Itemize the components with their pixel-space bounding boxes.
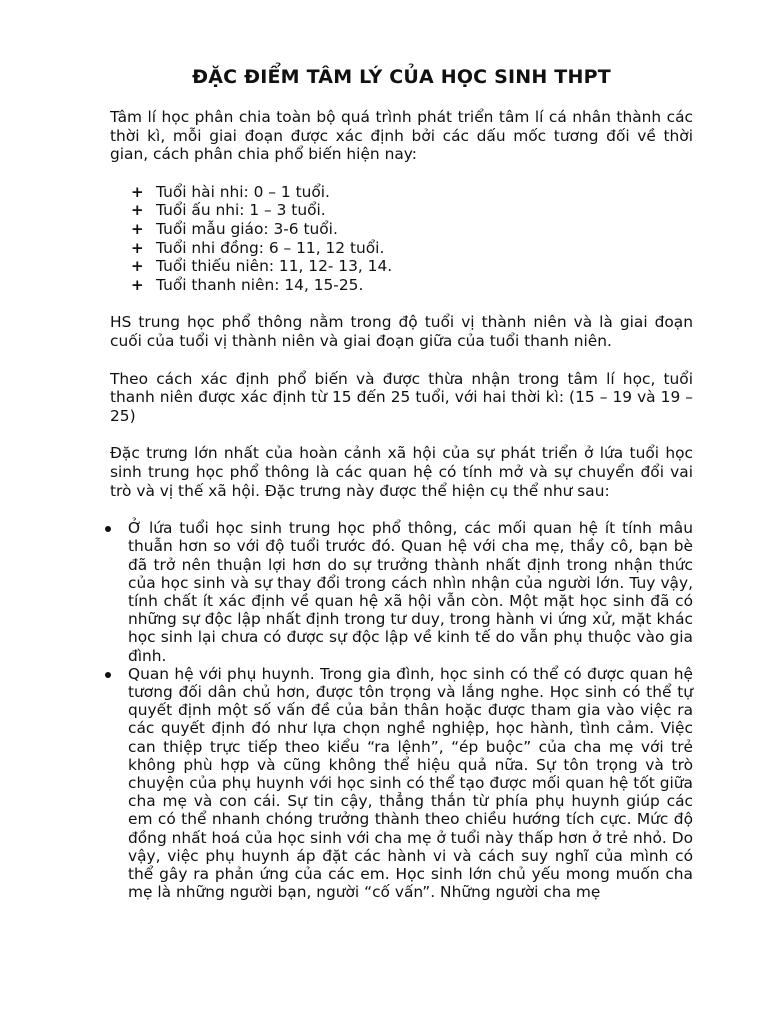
intro-paragraph: Tâm lí học phân chia toàn bộ quá trình phát triển tâm lí cá nhân thành các thời kì, mỗi giai đoạn được xác định bởi các dấu mốc tương đối về thời gian, cách phân chia phổ biến hiện nay: xyxy=(110,108,693,164)
age-period-list xyxy=(110,183,693,295)
document-page xyxy=(110,66,693,901)
list-item: + Tuổi hài nhi: 0 – 1 tuổi. xyxy=(131,182,330,201)
paragraph-social-context: Đặc trưng lớn nhất của hoàn cảnh xã hội của sự phát triển ở lứa tuổi học sinh trung học phổ thông là các quan hệ có tính mở và sự chuyển đổi vai trò và vị thế xã hội. Đặc trưng này được thể hiện cụ thể như sau: xyxy=(110,444,693,500)
list-item: + Tuổi ấu nhi: 1 – 3 tuổi. xyxy=(131,201,326,220)
paragraph-youth-definition: Theo cách xác định phổ biến và được thừa nhận trong tâm lí học, tuổi thanh niên được xác định từ 15 đến 25 tuổi, với hai thời kì: (15 – 19 và 19 – 25) xyxy=(110,369,693,425)
bullet-icon xyxy=(105,526,111,532)
bullet-item: Ở lứa tuổi học sinh trung học phổ thông, các mối quan hệ ít tính mâu thuẫn hơn so với độ tuổi trước đó. Quan hệ với cha mẹ, thầy cô, bạn bè đã trở nên thuận lợi hơn do sự trưởng thành nhất định trong nhận thức của học sinh và sự thay đổi trong cách nhìn nhận của người lớn. Tuy vậy, tính chất ít xác định về quan hệ xã hội vẫn còn. Một mặt học sinh đã có những sự độc lập nhất định trong tư duy, trong hành vi ứng xử, mặt khác học sinh lại chưa có được sự độc lập về kinh tế do vẫn phụ thuộc vào gia đình. xyxy=(110,519,693,665)
bullet-item: Quan hệ với phụ huynh. Trong gia đình, học sinh có thể có được quan hệ tương đối dân chủ hơn, được tôn trọng và lắng nghe. Học sinh có thể tự quyết định một số vấn đề của bản thân hoặc được tham gia vào việc ra các quyết định đó như lựa chọn nghề nghiệp, học hành, tình cảm. Việc can thiệp trực tiếp theo kiểu “ra lệnh”, “ép buộc” của cha mẹ với trẻ không phù hợp và cũng không thể hiệu quả nữa. Sự tôn trọng và trò chuyện của phụ huynh với học sinh có thể tạo được mối quan hệ tốt giữa cha mẹ và con cái. Sự tin cậy, thẳng thắn từ phía phụ huynh giúp các em có thể nhanh chóng trưởng thành theo chiều hướng tích cực. Mức độ đồng nhất hoá của học sinh với cha mẹ ở tuổi này thấp hơn ở trẻ nhỏ. Do vậy, việc phụ huynh áp đặt các hành vi và cách suy nghĩ của mình có thể gây ra phản ứng của các em. Học sinh lớn chủ yếu mong muốn cha mẹ là những người bạn, người “cố vấn”. Những người cha mẹ xyxy=(110,665,693,902)
plus-icon: + xyxy=(131,257,144,276)
list-item: + Tuổi thanh niên: 14, 15-25. xyxy=(131,275,364,294)
list-item: + Tuổi thiếu niên: 11, 12- 13, 14. xyxy=(131,257,393,276)
plus-icon: + xyxy=(131,238,144,257)
plus-icon: + xyxy=(131,182,144,201)
list-item: + Tuổi mẫu giáo: 3-6 tuổi. xyxy=(131,219,338,238)
plus-icon: + xyxy=(131,275,144,294)
bullet-icon xyxy=(105,672,111,678)
relationship-bullet-list xyxy=(110,519,693,901)
plus-icon: + xyxy=(131,219,144,238)
plus-icon: + xyxy=(131,201,144,220)
list-item: + Tuổi nhi đồng: 6 – 11, 12 tuổi. xyxy=(131,238,385,257)
paragraph-age-range: HS trung học phổ thông nằm trong độ tuổi vị thành niên và là giai đoạn cuối của tuổi vị thành niên và giai đoạn giữa của tuổi thanh niên. xyxy=(110,313,693,350)
document-title: ĐẶC ĐIỂM TÂM LÝ CỦA HỌC SINH THPT xyxy=(192,66,611,88)
